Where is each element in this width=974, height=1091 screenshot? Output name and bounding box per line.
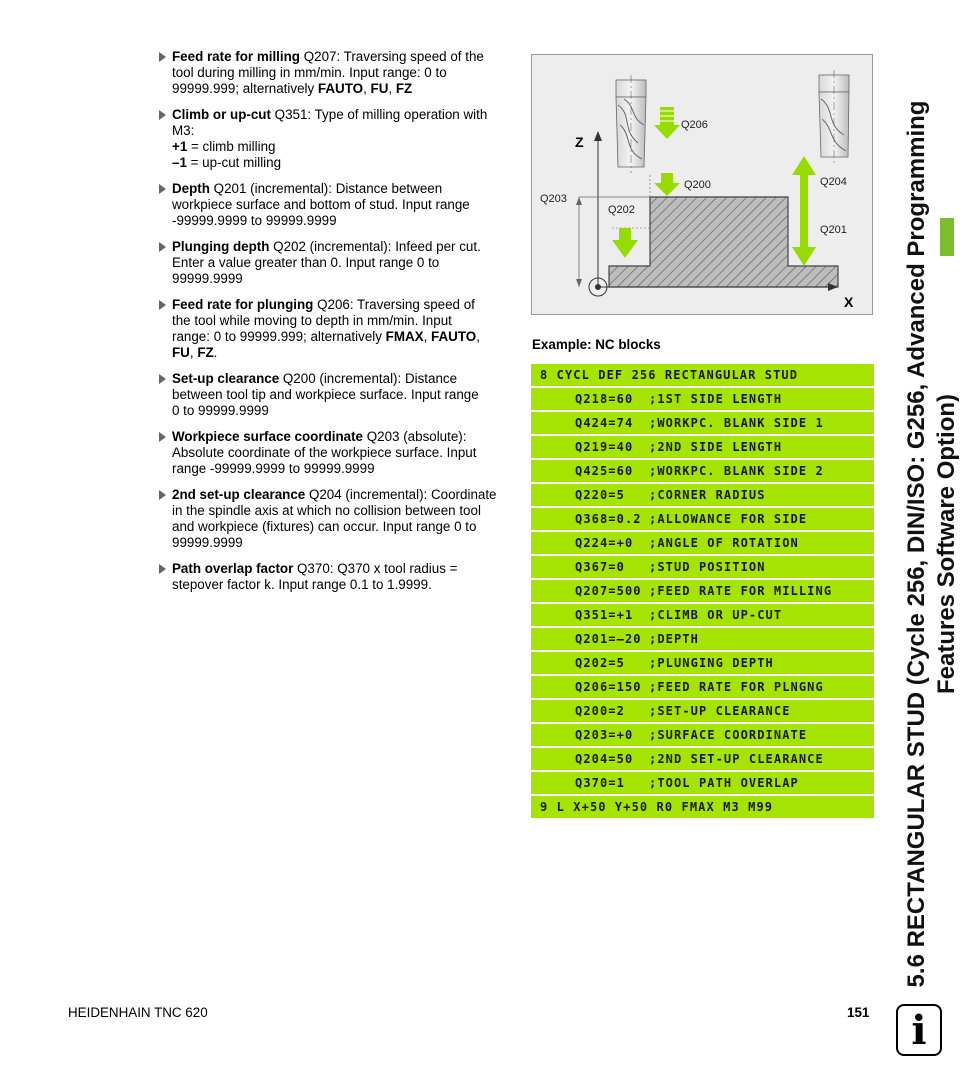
parameter-keyword: Feed rate for plunging <box>172 297 314 312</box>
nc-parameter: Q207=500 <box>575 584 642 598</box>
parameter-line <box>172 123 514 139</box>
parameter-line <box>172 197 514 213</box>
nc-comment: ;2ND SIDE LENGTH <box>649 440 783 454</box>
parameter-text: Q203 (absolute): <box>363 429 467 444</box>
q206-feed-arrow <box>654 107 680 139</box>
q204-clearance-arrow <box>792 156 816 266</box>
parameter-line <box>172 503 514 519</box>
parameter-keyword: Depth <box>172 181 210 196</box>
parameter-text: Absolute coordinate of the workpiece surface. Input <box>172 445 477 460</box>
parameter-line <box>172 577 514 593</box>
info-i-icon: i <box>896 1004 942 1056</box>
parameter-text: Q207: Traversing speed of the <box>299 49 484 64</box>
nc-comment: ;TOOL PATH OVERLAP <box>649 776 799 790</box>
section-title-line2: Features Software Option) <box>933 393 960 695</box>
nc-parameter: Q219=40 <box>575 440 634 454</box>
parameter-item <box>158 487 514 551</box>
bullet-arrow-icon <box>159 110 166 120</box>
bullet-arrow-icon <box>159 184 166 194</box>
parameter-keyword: FZ <box>395 81 413 96</box>
parameter-text: -99999.9999 to 99999.9999 <box>172 213 337 228</box>
parameter-text: M3: <box>172 123 195 138</box>
parameter-line <box>172 487 514 503</box>
nc-comment: ;FEED RATE FOR PLNGNG <box>649 680 824 694</box>
q204-label: Q204 <box>820 176 847 188</box>
nc-comment: ;WORKPC. BLANK SIDE 1 <box>649 416 824 430</box>
parameter-text: = up-cut milling <box>186 155 282 170</box>
bullet-arrow-icon <box>159 374 166 384</box>
parameter-text: the tool while moving to depth in mm/min. Input <box>172 313 452 328</box>
nc-parameter: Q201=–20 <box>575 632 642 646</box>
milling-tool-right <box>819 70 849 163</box>
parameter-keyword: –1 <box>172 155 187 170</box>
parameter-item <box>158 561 514 593</box>
parameter-item <box>158 49 514 97</box>
parameter-text: 99999.9999 <box>172 535 243 550</box>
parameter-text: 99999.999; alternatively <box>172 81 318 96</box>
bullet-arrow-icon <box>159 490 166 500</box>
parameter-keyword: Feed rate for milling <box>172 49 300 64</box>
parameter-keyword: Workpiece surface coordinate <box>172 429 364 444</box>
parameter-text: Q206: Traversing speed of <box>313 297 475 312</box>
figure-svg <box>532 55 874 316</box>
section-title-line1: 5.6 RECTANGULAR STUD (Cycle 256, DIN/ISO: G256, Advanced Programming <box>903 100 930 988</box>
parameter-text: Q204 (incremental): Coordinate <box>305 487 497 502</box>
parameter-text: range -99999.9999 to 99999.9999 <box>172 461 375 476</box>
nc-parameter: Q351=+1 <box>575 608 634 622</box>
parameter-line <box>172 255 514 271</box>
parameter-item <box>158 107 514 171</box>
parameter-text: Q351: Type of milling operation with <box>270 107 488 122</box>
nc-parameter: Q425=60 <box>575 464 634 478</box>
parameter-line <box>172 345 514 361</box>
bullet-arrow-icon <box>159 564 166 574</box>
nc-parameter: Q424=74 <box>575 416 634 430</box>
nc-comment: ;ANGLE OF ROTATION <box>649 536 799 550</box>
parameter-line <box>172 561 514 577</box>
nc-block-row <box>531 412 874 434</box>
footer-manual-name: HEIDENHAIN TNC 620 <box>68 1005 208 1020</box>
nc-block-row <box>531 700 874 722</box>
parameter-text: = climb milling <box>187 139 276 154</box>
parameter-line <box>172 139 514 155</box>
parameter-line <box>172 445 514 461</box>
parameter-keyword: FZ <box>197 345 214 360</box>
parameter-line <box>172 313 514 329</box>
parameter-text: Q201 (incremental): Distance between <box>209 181 443 196</box>
page-number: 151 <box>847 1005 870 1020</box>
parameter-text: 0 to 99999.9999 <box>172 403 269 418</box>
parameter-line <box>172 461 514 477</box>
nc-comment: ;STUD POSITION <box>649 560 766 574</box>
parameter-line <box>172 371 514 387</box>
x-axis-label: X <box>844 294 854 310</box>
nc-parameter: Q206=150 <box>575 680 642 694</box>
nc-comment: ;2ND SET-UP CLEARANCE <box>649 752 824 766</box>
q201-label: Q201 <box>820 224 847 236</box>
parameter-keyword: FAUTO <box>431 329 477 344</box>
parameter-keyword: Set-up clearance <box>172 371 280 386</box>
stud-cycle-figure <box>531 54 873 315</box>
bullet-arrow-icon <box>159 52 166 62</box>
nc-block-row <box>531 604 874 626</box>
parameter-line <box>172 519 514 535</box>
parameter-line <box>172 429 514 445</box>
nc-block-row <box>531 556 874 578</box>
parameter-text: stepover factor k. Input range 0.1 to 1.9999. <box>172 577 432 592</box>
nc-parameter: Q203=+0 <box>575 728 634 742</box>
nc-comment: ;PLUNGING DEPTH <box>649 656 774 670</box>
nc-comment: ;FEED RATE FOR MILLING <box>649 584 833 598</box>
parameter-line <box>172 65 514 81</box>
nc-comment: ;CLIMB OR UP-CUT <box>649 608 783 622</box>
parameter-text: in the spindle axis at which no collision between tool <box>172 503 481 518</box>
parameter-text: Q200 (incremental): Distance <box>279 371 458 386</box>
nc-block-row <box>531 532 874 554</box>
parameter-keyword: Plunging depth <box>172 239 270 254</box>
nc-block-first: 8 CYCL DEF 256 RECTANGULAR STUD <box>531 364 874 386</box>
parameter-item <box>158 181 514 229</box>
parameter-item <box>158 297 514 361</box>
q200-clearance-arrow <box>654 173 680 196</box>
q203-label: Q203 <box>540 193 567 205</box>
parameter-text: 99999.9999 <box>172 271 243 286</box>
q202-label: Q202 <box>608 204 635 216</box>
parameter-keyword: FAUTO <box>317 81 364 96</box>
nc-block-row <box>531 484 874 506</box>
parameter-keyword: FU <box>370 81 389 96</box>
parameter-keyword: 2nd set-up clearance <box>172 487 306 502</box>
parameter-text: , <box>189 345 198 360</box>
nc-block-row <box>531 460 874 482</box>
parameter-item <box>158 239 514 287</box>
bullet-arrow-icon <box>159 432 166 442</box>
parameter-text: Q202 (incremental): Infeed per cut. <box>269 239 481 254</box>
nc-comment: ;ALLOWANCE FOR SIDE <box>649 512 808 526</box>
nc-block-last: 9 L X+50 Y+50 R0 FMAX M3 M99 <box>531 796 874 818</box>
nc-parameter: Q224=+0 <box>575 536 634 550</box>
example-title: Example: NC blocks <box>532 337 661 352</box>
nc-comment: ;CORNER RADIUS <box>649 488 766 502</box>
bullet-arrow-icon <box>159 300 166 310</box>
nc-block-row <box>531 436 874 458</box>
parameter-line <box>172 271 514 287</box>
nc-parameter: Q218=60 <box>575 392 634 406</box>
nc-comment: ;SET-UP CLEARANCE <box>649 704 791 718</box>
nc-comment: ;DEPTH <box>649 632 699 646</box>
parameter-text: , <box>423 329 432 344</box>
nc-comment: ;WORKPC. BLANK SIDE 2 <box>649 464 824 478</box>
nc-parameter: Q368=0.2 <box>575 512 642 526</box>
parameter-keyword: +1 <box>172 139 188 154</box>
parameter-line <box>172 387 514 403</box>
parameter-text: , <box>476 329 480 344</box>
parameter-text: . <box>213 345 218 360</box>
nc-block-list <box>531 364 874 820</box>
nc-parameter: Q204=50 <box>575 752 634 766</box>
z-axis-arrow <box>594 131 602 141</box>
bullet-arrow-icon <box>159 242 166 252</box>
parameter-line <box>172 403 514 419</box>
nc-parameter: Q220=5 <box>575 488 625 502</box>
parameter-line <box>172 107 514 123</box>
nc-parameter: Q200=2 <box>575 704 625 718</box>
parameter-text: between tool tip and workpiece surface. Input range <box>172 387 479 402</box>
q200-label: Q200 <box>684 179 711 191</box>
nc-block-row <box>531 676 874 698</box>
parameter-list <box>158 49 514 603</box>
parameter-line <box>172 49 514 65</box>
nc-parameter: Q202=5 <box>575 656 625 670</box>
nc-block-row <box>531 724 874 746</box>
nc-block-row <box>531 628 874 650</box>
nc-block-row <box>531 748 874 770</box>
parameter-text: tool during milling in mm/min. Input range: 0 to <box>172 65 447 80</box>
parameter-text: workpiece surface and bottom of stud. Input range <box>172 197 470 212</box>
parameter-keyword: Path overlap factor <box>172 561 294 576</box>
nc-block-row <box>531 652 874 674</box>
parameter-item <box>158 371 514 419</box>
parameter-line <box>172 297 514 313</box>
vertical-section-title <box>902 84 974 1004</box>
q202-plunge-arrow <box>612 228 638 258</box>
nc-block-row <box>531 388 874 410</box>
milling-tool-left <box>616 75 646 173</box>
parameter-text: range: 0 to 99999.999; alternatively <box>172 329 386 344</box>
parameter-line <box>172 155 514 171</box>
parameter-line <box>172 181 514 197</box>
nc-block-row <box>531 580 874 602</box>
parameter-line <box>172 329 514 345</box>
parameter-line <box>172 213 514 229</box>
q206-label: Q206 <box>681 119 708 131</box>
parameter-text: Enter a value greater than 0. Input range 0 to <box>172 255 440 270</box>
nc-block-row <box>531 772 874 794</box>
parameter-line <box>172 81 514 97</box>
parameter-text: , <box>363 81 371 96</box>
nc-comment: ;SURFACE COORDINATE <box>649 728 808 742</box>
nc-parameter: Q370=1 <box>575 776 625 790</box>
parameter-keyword: Climb or up-cut <box>172 107 271 122</box>
parameter-line <box>172 535 514 551</box>
parameter-keyword: FMAX <box>385 329 424 344</box>
parameter-item <box>158 429 514 477</box>
parameter-text: and workpiece (fixtures) can occur. Input range 0 to <box>172 519 477 534</box>
nc-parameter: Q367=0 <box>575 560 625 574</box>
z-axis-label: Z <box>575 134 584 150</box>
parameter-keyword: FU <box>172 345 190 360</box>
parameter-text: , <box>388 81 396 96</box>
parameter-line <box>172 239 514 255</box>
nc-comment: ;1ST SIDE LENGTH <box>649 392 783 406</box>
nc-block-row <box>531 508 874 530</box>
parameter-text: Q370: Q370 x tool radius = <box>293 561 458 576</box>
